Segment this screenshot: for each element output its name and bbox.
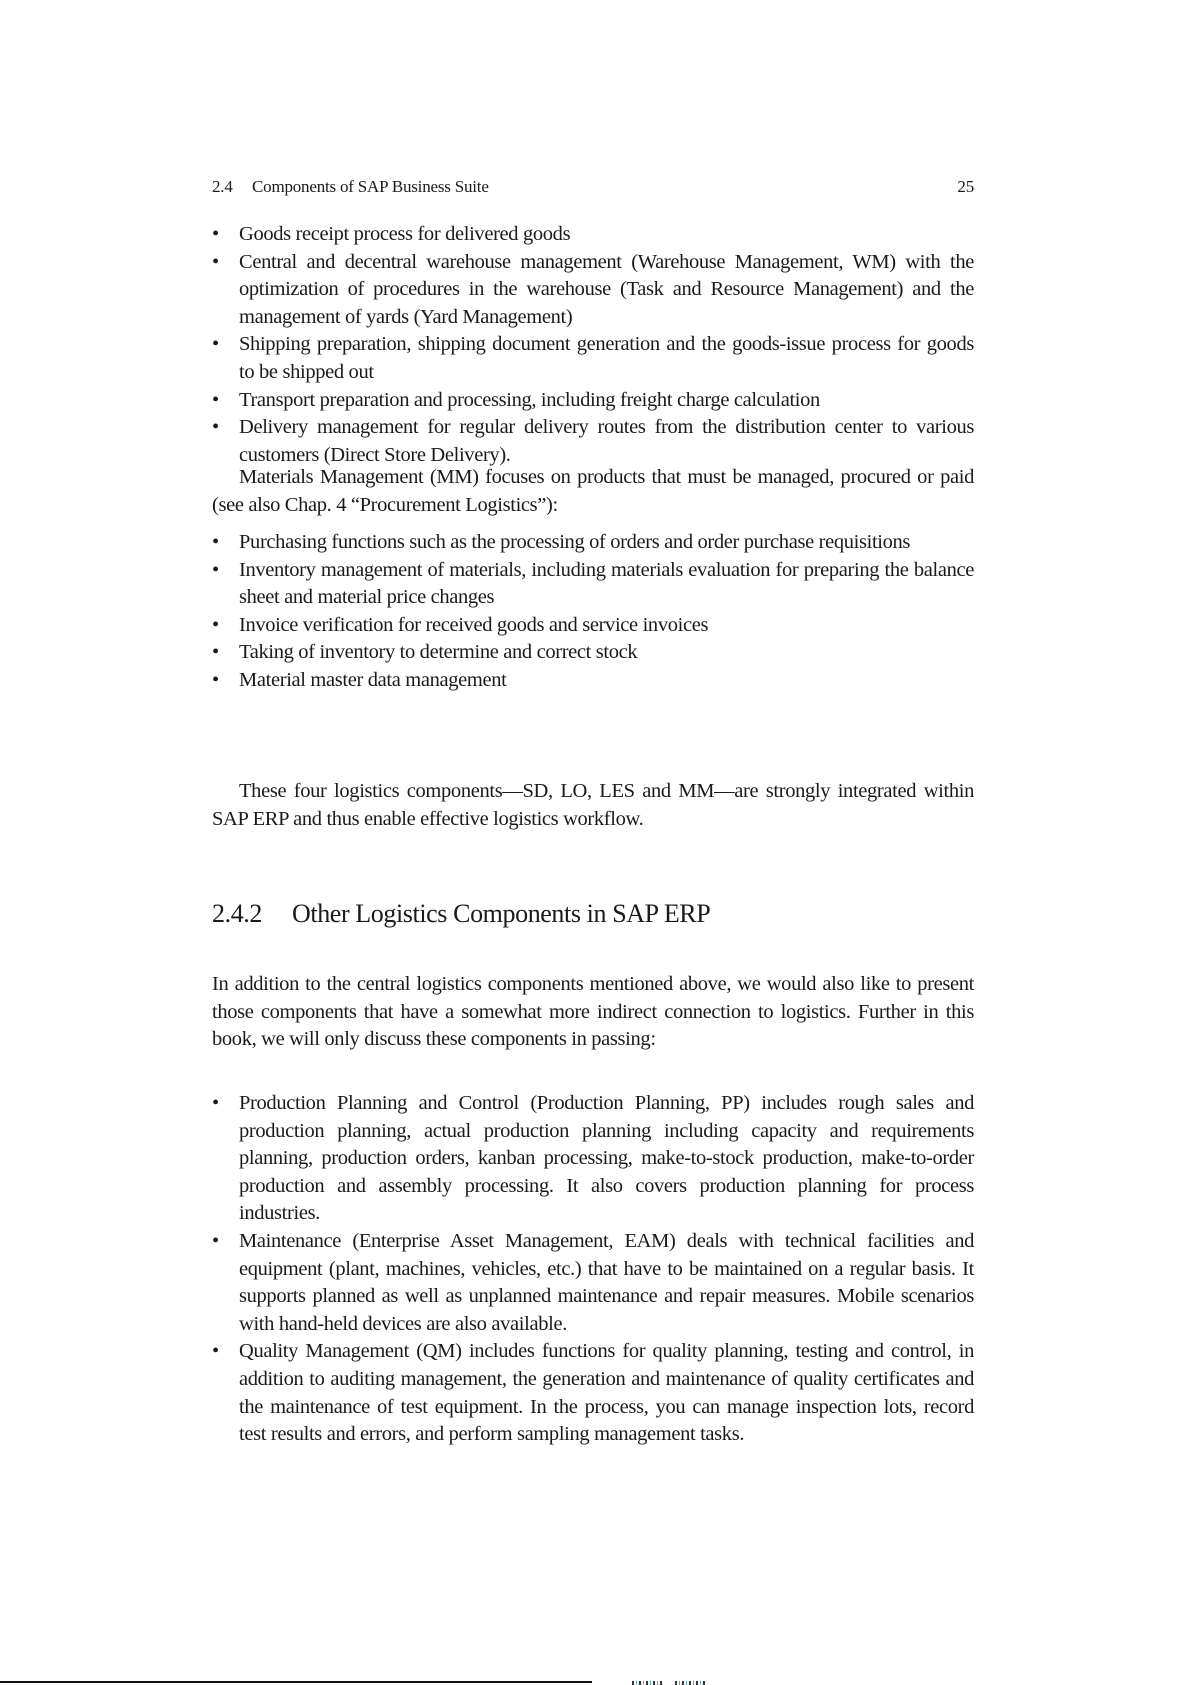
running-head — [212, 177, 974, 197]
other-components-list — [212, 1090, 974, 1449]
page-number: 25 — [957, 177, 974, 196]
section-title: Other Logistics Components in SAP ERP — [292, 899, 711, 928]
list-item: • Central and decentral warehouse management (Warehouse Management, WM) with the optimization of procedures in the warehouse (Task and Resource Management) and the management of yards (Yard Management) — [212, 249, 974, 332]
section-number: 2.4.2 — [212, 899, 263, 928]
section-heading — [212, 898, 710, 930]
list-item: • Inventory management of materials, including materials evaluation for preparing the balance sheet and material price changes — [212, 557, 974, 612]
logistics-execution-list — [212, 221, 974, 469]
footer-scan-artifact — [632, 1681, 662, 1685]
logistics-execution-list-block — [212, 221, 974, 469]
mm-paragraph-block — [212, 464, 974, 519]
running-head-section-number: 2.4 — [212, 177, 233, 196]
list-item: • Delivery management for regular delivery routes from the distribution center to various customers (Direct Store Delivery). — [212, 414, 974, 469]
summary-paragraph: These four logistics components—SD, LO, LES and MM—are strongly integrated within SAP ERP and thus enable effective logistics workflow. — [212, 780, 974, 830]
list-item: • Maintenance (Enterprise Asset Management, EAM) deals with technical facilities and equipment (plant, machines, vehicles, etc.) that have to be maintained on a regular basis. It supports planned as well as unplanned maintenance and repair measures. Mobile scenarios with hand-held devices are also available. — [212, 1228, 974, 1338]
list-item: • Production Planning and Control (Production Planning, PP) includes rough sales and production planning, actual production planning including capacity and requirements planning, production orders, kanban processing, make-to-stock production, make-to-order production and assembly processing. It also covers production planning for process industries. — [212, 1090, 974, 1228]
list-item: • Material master data management — [212, 667, 974, 695]
intro-paragraph-block — [212, 971, 974, 1054]
list-item: • Purchasing functions such as the processing of orders and order purchase requisitions — [212, 529, 974, 557]
list-item: • Quality Management (QM) includes functions for quality planning, testing and control, in addition to auditing management, the generation and maintenance of quality certificates and the maintenance of test equipment. In the process, you can manage inspection lots, record test results and errors, and perform sampling management tasks. — [212, 1338, 974, 1448]
list-item: • Goods receipt process for delivered goods — [212, 221, 974, 249]
list-item: • Taking of inventory to determine and correct stock — [212, 639, 974, 667]
footer-scan-artifact — [675, 1681, 707, 1685]
materials-management-list — [212, 529, 974, 695]
summary-paragraph-block — [212, 778, 974, 833]
other-components-list-block — [212, 1090, 974, 1449]
mm-intro-paragraph: Materials Management (MM) focuses on products that must be managed, procured or paid (see also Chap. 4 “Procurement Logistics”): — [212, 466, 974, 516]
list-item: • Shipping preparation, shipping document generation and the goods-issue process for goods to be shipped out — [212, 331, 974, 386]
running-head-section-title: Components of SAP Business Suite — [252, 177, 489, 196]
footer-rule — [0, 1681, 592, 1683]
list-item: • Invoice verification for received goods and service invoices — [212, 612, 974, 640]
other-components-intro-paragraph: In addition to the central logistics components mentioned above, we would also like to present those components that have a somewhat more indirect connection to logistics. Further in this book, we will only discuss these components in passing: — [212, 973, 974, 1051]
list-item: • Transport preparation and processing, including freight charge calculation — [212, 387, 974, 415]
mm-list-block — [212, 529, 974, 695]
